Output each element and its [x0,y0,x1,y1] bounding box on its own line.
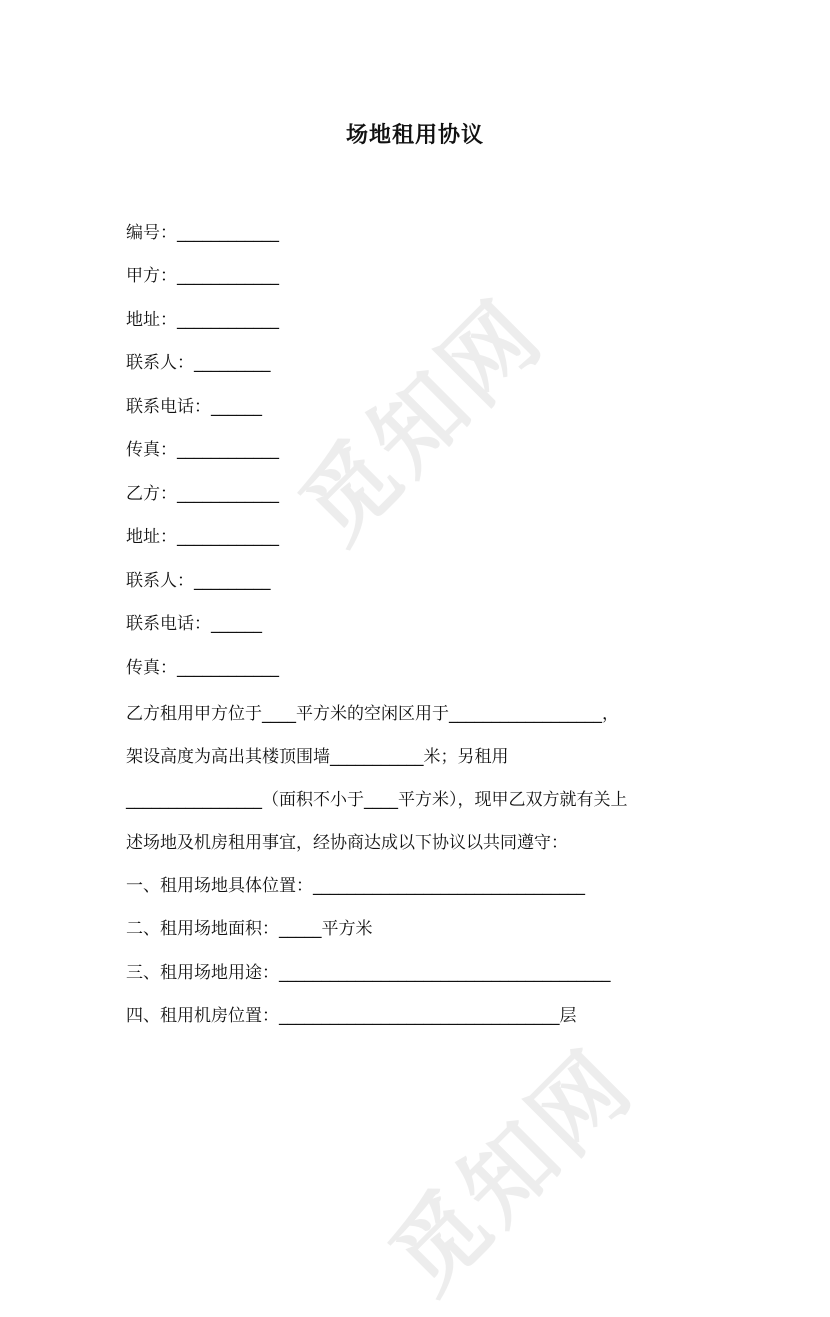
field-party-b-phone: 联系电话：______ [126,614,262,634]
clause-1: 一、租用场地具体位置：________________________________ [126,876,585,896]
watermark: 觅知网 [280,279,565,564]
clause-4: 四、租用机房位置：_________________________________层 [126,1006,577,1026]
clause-3: 三、租用场地用途：_______________________________________ [126,963,611,983]
field-party-a-address: 地址：____________ [126,310,279,330]
field-party-a-fax: 传真：____________ [126,440,279,460]
paragraph-line: 述场地及机房租用事宜，经协商达成以下协议以共同遵守： [126,833,568,853]
watermark: 觅知网 [370,1029,655,1314]
field-party-a-phone: 联系电话：______ [126,397,262,417]
document-title: 场地租用协议 [345,123,484,148]
paragraph-line: 乙方租用甲方位于____平方米的空闲区用于__________________， [126,704,619,724]
field-party-b-address: 地址：____________ [126,527,279,547]
field-party-a-contact: 联系人：_________ [126,353,271,373]
field-party-a: 甲方：____________ [126,266,279,286]
clause-2: 二、租用场地面积：_____平方米 [126,919,373,939]
field-number: 编号：____________ [126,223,279,243]
field-party-b-fax: 传真：____________ [126,658,279,678]
paragraph-line: 架设高度为高出其楼顶围墙___________米；另租用 [126,747,509,767]
paragraph-line: ________________（面积不小于____平方米），现甲乙双方就有关上 [126,790,628,810]
field-party-b: 乙方：____________ [126,484,279,504]
field-party-b-contact: 联系人：_________ [126,571,271,591]
